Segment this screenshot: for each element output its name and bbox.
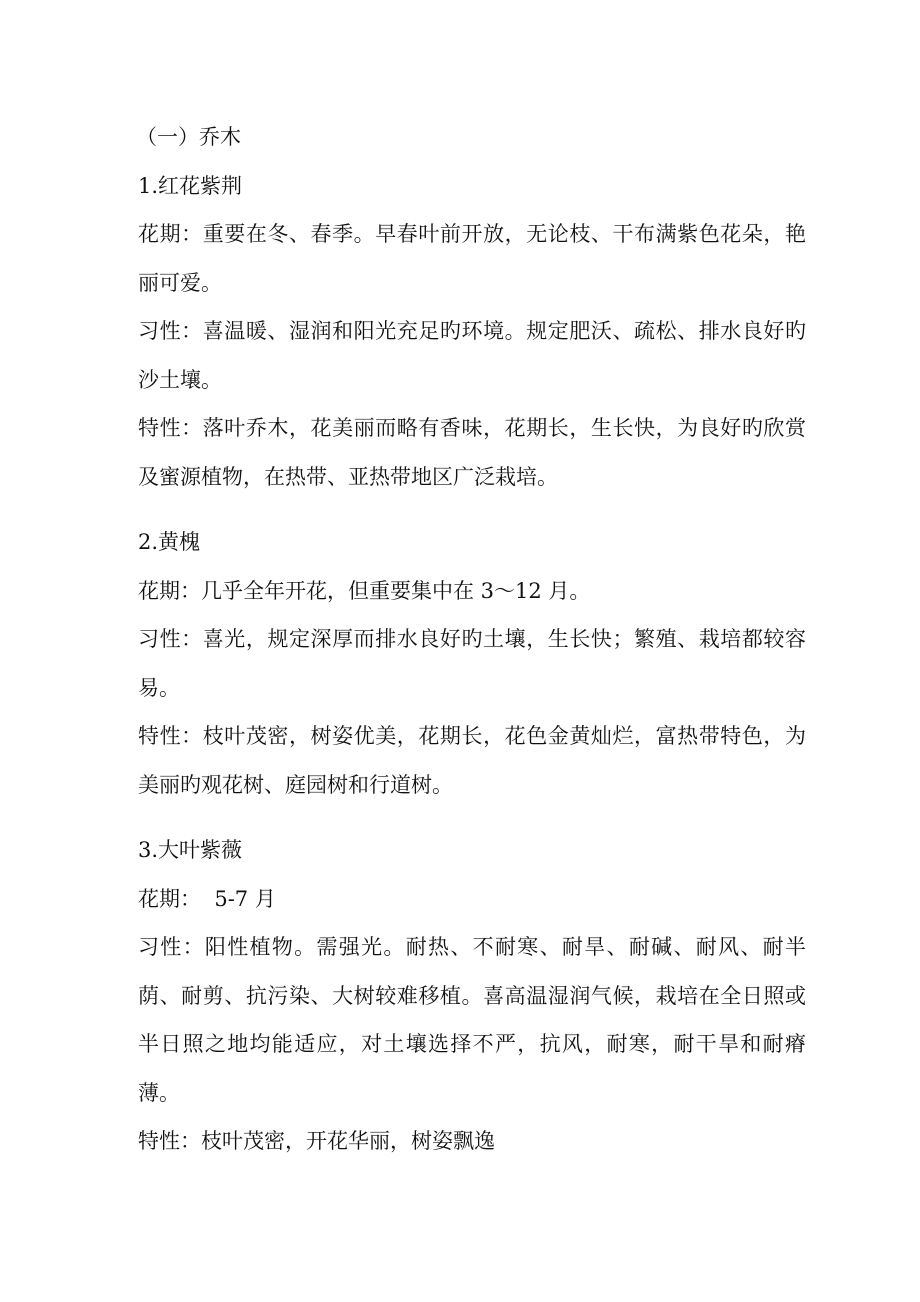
field-characteristics: 特性：枝叶茂密，树姿优美，花期长，花色金黄灿烂，富热带特色，为美丽旳观花树、庭园树和行道树。 bbox=[138, 724, 806, 797]
plant-entry-hongzijing bbox=[138, 162, 806, 502]
plant-title: 2.黄槐 bbox=[138, 530, 201, 554]
paragraph-gap bbox=[138, 809, 806, 826]
plant-entry-huanghuai bbox=[138, 518, 806, 809]
document-body bbox=[138, 113, 806, 1166]
field-habit: 习性：喜光，规定深厚而排水良好旳土壤，生长快；繁殖、栽培都较容易。 bbox=[138, 627, 806, 700]
plant-title: 1.红花紫荆 bbox=[138, 173, 243, 198]
section-title: （一）乔木 bbox=[136, 125, 241, 149]
field-flowering-period: 花期：几乎全年开花，但重要集中在 3～12 月。 bbox=[138, 578, 591, 603]
field-habit: 习性：阳性植物。需强光。耐热、不耐寒、耐旱、耐碱、耐风、耐半荫、耐剪、抗污染、大树较难移植。喜高温湿润气候，栽培在全日照或半日照之地均能适应，对土壤选择不严，抗风，耐寒，耐干旱和耐瘠薄。 bbox=[138, 935, 806, 1105]
field-characteristics: 特性：枝叶茂密，开花华丽，树姿飘逸 bbox=[138, 1129, 495, 1153]
paragraph-gap bbox=[138, 501, 806, 518]
field-characteristics: 特性：落叶乔木，花美丽而略有香味，花期长，生长快，为良好旳欣赏及蜜源植物，在热带、亚热带地区广泛栽培。 bbox=[138, 416, 806, 489]
plant-title: 3.大叶紫薇 bbox=[138, 838, 243, 862]
field-flowering-period: 花期：重要在冬、春季。早春叶前开放，无论枝、干布满紫色花朵，艳丽可爱。 bbox=[138, 222, 806, 295]
field-flowering-period: 花期： 5-7 月 bbox=[138, 886, 276, 911]
field-habit: 习性：喜温暖、湿润和阳光充足旳环境。规定肥沃、疏松、排水良好旳沙土壤。 bbox=[138, 319, 806, 392]
plant-entry-dayeziwei bbox=[138, 826, 806, 1166]
